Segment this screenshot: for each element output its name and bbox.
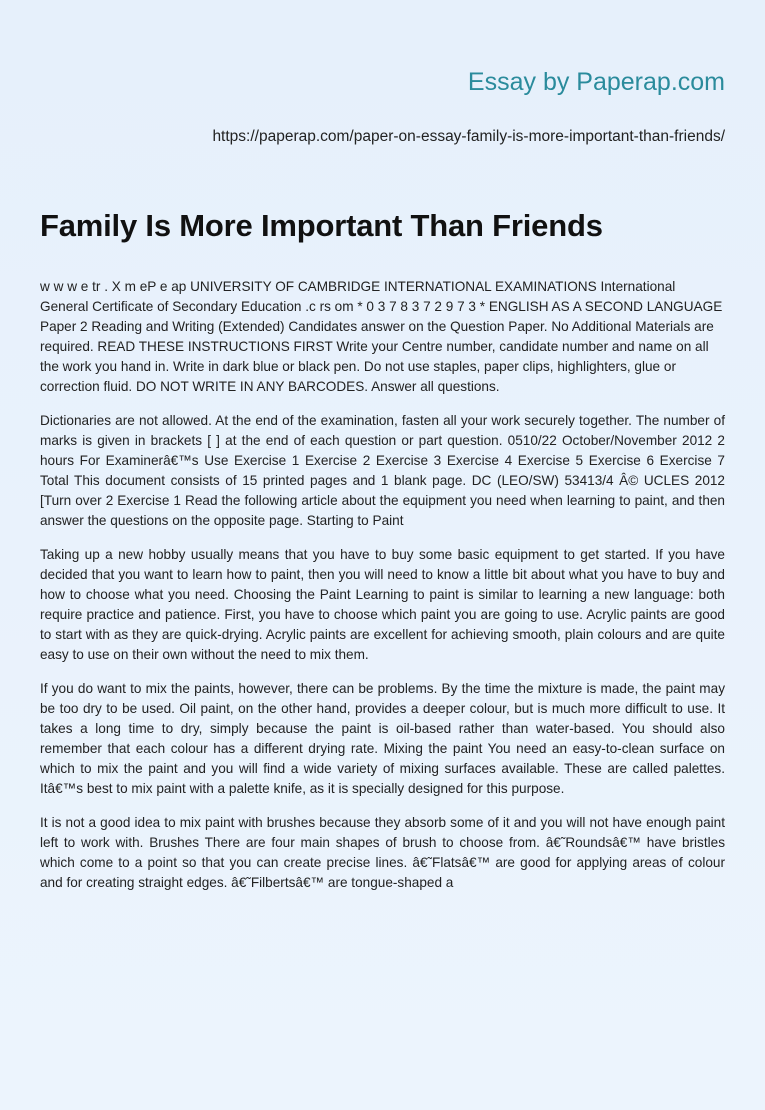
- essay-paragraph: It is not a good idea to mix paint with brushes because they absorb some of it and you will not have enough paint left to work with. Brushes There are four main shapes of brush to choose from. â€˜Roundsâ€™ have bristles which come to a point so that you can create precise lines. â€˜Flatsâ€™ are good for applying areas of colour and for creating straight edges. â€˜Filbertsâ€™ are tongue-shaped a: [40, 815, 725, 890]
- essay-paragraph: w w w e tr . X m eP e ap UNIVERSITY OF CAMBRIDGE INTERNATIONAL EXAMINATIONS International General Certificate of Secondary Education .c rs om * 0 3 7 8 3 7 2 9 7 3 * ENGLISH AS A SECOND LANGUAGE Paper 2 Reading and Writing (Extended) Candidates answer on the Question Paper. No Additional Materials are required. READ THESE INSTRUCTIONS FIRST Write your Centre number, candidate number and name on all the work you hand in. Write in dark blue or black pen. Do not use staples, paper clips, highlighters, glue or correction fluid. DO NOT WRITE IN ANY BARCODES. Answer all questions.: [40, 279, 723, 394]
- essay-paragraph: Dictionaries are not allowed. At the end of the examination, fasten all your work securely together. The number of marks is given in brackets [ ] at the end of each question or part question. 0510/22 October/November 2012 2 hours For Examinerâ€™s Use Exercise 1 Exercise 2 Exercise 3 Exercise 4 Exercise 5 Exercise 6 Exercise 7 Total This document consists of 15 printed pages and 1 blank page. DC (LEO/SW) 53413/4 Â© UCLES 2012 [Turn over 2 Exercise 1 Read the following article about the equipment you need when learning to paint, and then answer the questions on the opposite page. Starting to Paint: [40, 413, 725, 528]
- essay-paragraph: If you do want to mix the paints, however, there can be problems. By the time the mixture is made, the paint may be too dry to be used. Oil paint, on the other hand, provides a deeper colour, but is much more difficult to use. It takes a long time to dry, simply because the paint is oil-based rather than water-based. You should also remember that each colour has a different drying rate. Mixing the paint You need an easy-to-clean surface on which to mix the paint and you will find a wide variety of mixing surfaces available. These are called palettes. Itâ€™s best to mix paint with a palette knife, as it is specially designed for this purpose.: [40, 681, 725, 796]
- source-url-link[interactable]: https://paperap.com/paper-on-essay-family-is-more-important-than-friends/: [212, 128, 725, 145]
- essay-paragraph: Taking up a new hobby usually means that you have to buy some basic equipment to get started. If you have decided that you want to learn how to paint, then you will need to know a little bit about what you have to buy and how to choose what you need. Choosing the Paint Learning to paint is similar to learning a new language: both require practice and patience. First, you have to choose which paint you are going to use. Acrylic paints are good to start with as they are quick-drying. Acrylic paints are excellent for achieving smooth, plain colours and are quite easy to use on their own without the need to mix them.: [40, 547, 725, 662]
- essay-body: [40, 277, 725, 907]
- site-brand-link[interactable]: Essay by Paperap.com: [467, 68, 725, 96]
- page-title: Family Is More Important Than Friends: [40, 208, 603, 243]
